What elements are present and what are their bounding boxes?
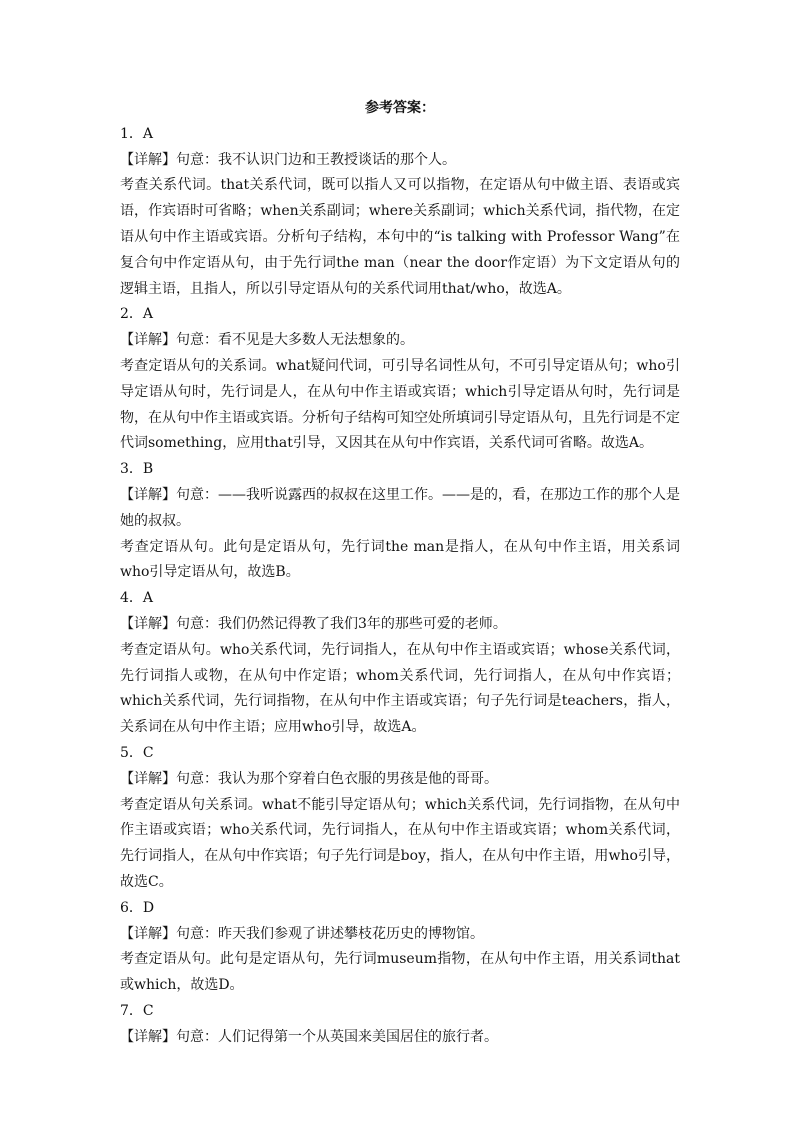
answer-meaning: 【详解】句意：昨天我们参观了讲述攀枝花历史的博物馆。: [120, 925, 484, 942]
answer-item-2: [120, 302, 680, 457]
answer-explanation: 考查定语从句关系词。what不能引导定语从句；which关系代词，先行词指物，在从句中作主语或宾语；who关系代词，先行词指人，在从句中作主语或宾语；whom关系代词，先行词指人，在从句中作宾语；句子先行词是boy，指人，在从句中作主语，用who引导，故选C。: [120, 796, 680, 890]
page-title: 参考答案：: [365, 100, 435, 116]
answer-number: 4．A: [120, 590, 154, 607]
answer-number: 2．A: [120, 306, 154, 323]
answer-number: 7．C: [120, 1002, 154, 1019]
answer-meaning: 【详解】句意：我认为那个穿着白色衣服的男孩是他的哥哥。: [120, 770, 498, 787]
answer-explanation: 考查定语从句。此句是定语从句，先行词museum指物，在从句中作主语，用关系词that或which，故选D。: [120, 951, 680, 994]
answer-meaning: 【详解】句意：看不见是大多数人无法想象的。: [120, 332, 414, 349]
answer-meaning: 【详解】句意：我们仍然记得教了我们3年的那些可爱的老师。: [120, 615, 507, 632]
answer-item-3: [120, 457, 680, 586]
answer-key-page: [120, 96, 680, 1050]
answer-meaning: 【详解】句意：人们记得第一个从英国来美国居住的旅行者。: [120, 1028, 498, 1045]
answer-explanation: 考查定语从句。who关系代词，先行词指人，在从句中作主语或宾语；whose关系代词，先行词指人或物，在从句中作定语；whom关系代词，先行词指人，在从句中作宾语；which关系代词，先行词指物，在从句中作主语或宾语；句子先行词是teachers，指人，关系词在从句中作主语；应用who引导，故选A。: [120, 641, 680, 736]
answer-number: 1．A: [120, 125, 154, 142]
answer-item-1: [120, 122, 680, 303]
answer-number: 6．D: [120, 899, 155, 916]
answer-explanation: 考查定语从句的关系词。what疑问代词，可引导名词性从句，不可引导定语从句；who引导定语从句时，先行词是人，在从句中作主语或宾语；which引导定语从句时，先行词是物，在从句中作主语或宾语。分析句子结构可知空处所填词引导定语从句，且先行词是不定代词something，应用that引导，又因其在从句中作宾语，关系代词可省略。故选A。: [120, 357, 680, 452]
answer-meaning: 【详解】句意：我不认识门边和王教授谈话的那个人。: [120, 151, 456, 168]
answer-explanation: 考查定语从句。此句是定语从句，先行词the man是指人，在从句中作主语，用关系词who引导定语从句，故选B。: [120, 538, 680, 581]
answer-item-7: [120, 999, 680, 1051]
answer-number: 3．B: [120, 461, 154, 478]
answer-item-4: [120, 586, 680, 741]
answer-item-5: [120, 741, 680, 896]
answer-meaning: 【详解】句意：——我听说露西的叔叔在这里工作。——是的，看，在那边工作的那个人是她的叔叔。: [120, 486, 680, 529]
answer-item-6: [120, 896, 680, 999]
answer-number: 5．C: [120, 744, 154, 761]
answer-explanation: 考查关系代词。that关系代词，既可以指人又可以指物，在定语从句中做主语、表语或宾语，作宾语时可省略；when关系副词；where关系副词；which关系代词，指代物，在定语从句中作主语或宾语。分析句子结构，本句中的“is talking with Professor Wang”在复合句中作定语从句，由于先行词the man（near the door作定语）为下文定语从句的逻辑主语，且指人，所以引导定语从句的关系代词用that/who，故选A。: [120, 177, 680, 297]
